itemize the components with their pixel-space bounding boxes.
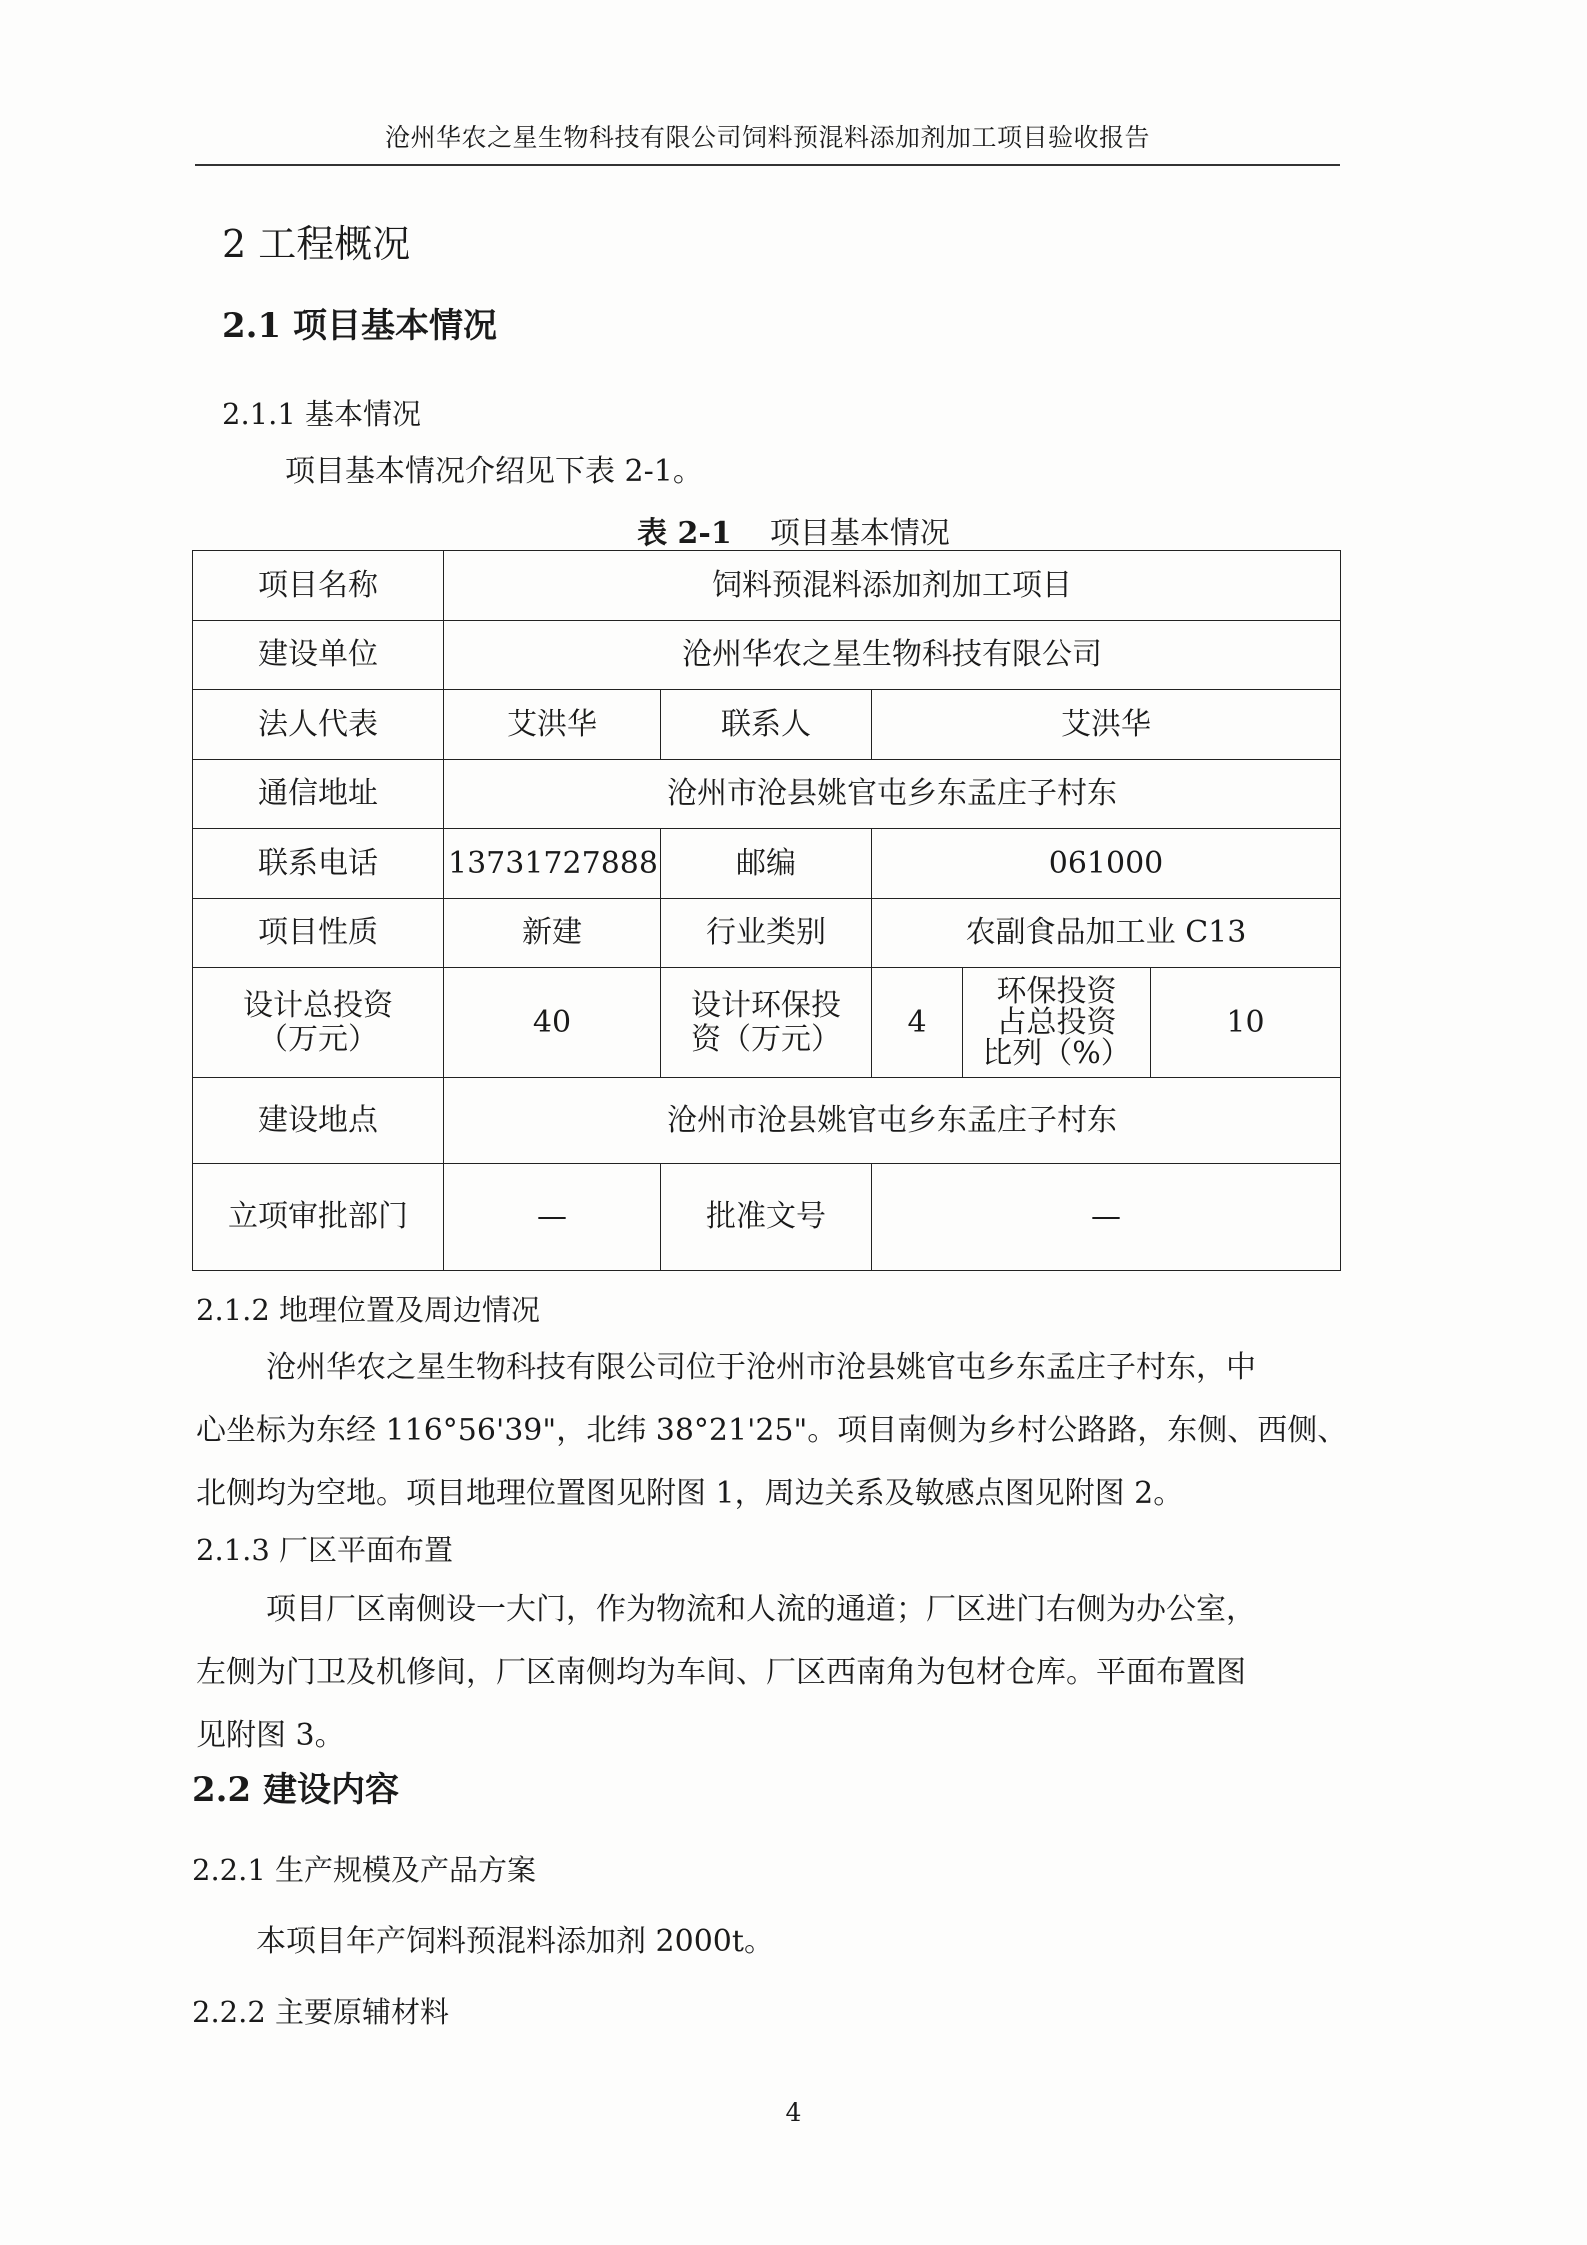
- total-invest-label-line1: 设计总投资: [243, 987, 393, 1023]
- table-row: [193, 760, 1341, 829]
- phone-value: 13731727888: [444, 829, 661, 899]
- env-invest-value: 4: [872, 968, 963, 1078]
- total-invest-label-line2: （万元）: [258, 1021, 378, 1057]
- env-invest-label: [661, 968, 872, 1078]
- site-label: 建设地点: [193, 1078, 444, 1164]
- section-2-2-1-title: 2.2.1 生产规模及产品方案: [192, 1853, 537, 1887]
- industry-label: 行业类别: [661, 899, 872, 968]
- section-2-1-3-line2: 左侧为门卫及机修间，厂区南侧均为车间、厂区西南角为包材仓库。平面布置图: [196, 1655, 1246, 1690]
- table-row: [193, 551, 1341, 621]
- builder-value: 沧州华农之星生物科技有限公司: [444, 621, 1341, 690]
- table-row: [193, 1164, 1341, 1271]
- chapter-title: 2 工程概况: [222, 222, 411, 266]
- nature-value: 新建: [444, 899, 661, 968]
- table-row: [193, 829, 1341, 899]
- ratio-label: [963, 968, 1151, 1078]
- total-invest-value: 40: [444, 968, 661, 1078]
- contact-label: 联系人: [661, 690, 872, 760]
- running-header: 沧州华农之星生物科技有限公司饲料预混料添加剂加工项目验收报告: [195, 118, 1340, 166]
- ratio-label-line2: 占总投资: [996, 1005, 1117, 1040]
- section-2-1-2-body: [196, 1336, 1347, 1525]
- contact-value: 艾洪华: [872, 690, 1341, 760]
- section-2-1-3-title: 2.1.3 厂区平面布置: [196, 1533, 454, 1567]
- section-2-1-1-intro: 项目基本情况介绍见下表 2-1。: [285, 454, 703, 489]
- builder-label: 建设单位: [193, 621, 444, 690]
- section-2-1-2-line1: 沧州华农之星生物科技有限公司位于沧州市沧县姚官屯乡东孟庄子村东，中: [266, 1350, 1256, 1385]
- legal-rep-label: 法人代表: [193, 690, 444, 760]
- section-2-1-2-line3: 北侧均为空地。项目地理位置图见附图 1，周边关系及敏感点图见附图 2。: [196, 1476, 1184, 1511]
- address-label: 通信地址: [193, 760, 444, 829]
- approval-no-value: —: [872, 1164, 1341, 1271]
- ratio-label-line1: 环保投资: [996, 974, 1117, 1009]
- section-2-2-2-title: 2.2.2 主要原辅材料: [192, 1995, 450, 2029]
- phone-label: 联系电话: [193, 829, 444, 899]
- approval-no-label: 批准文号: [661, 1164, 872, 1271]
- table-row: [193, 968, 1341, 1078]
- table-row: [193, 899, 1341, 968]
- section-2-1-3-body: [196, 1578, 1256, 1767]
- section-2-2-title: 2.2 建设内容: [192, 1770, 399, 1810]
- address-value: 沧州市沧县姚官屯乡东孟庄子村东: [444, 760, 1341, 829]
- section-2-1-3-line3: 见附图 3。: [196, 1718, 345, 1753]
- industry-value: 农副食品加工业 C13: [872, 899, 1341, 968]
- env-invest-label-line1: 设计环保投: [691, 987, 841, 1023]
- section-2-2-1-text: 本项目年产饲料预混料添加剂 2000t。: [256, 1924, 774, 1959]
- approval-dept-value: —: [444, 1164, 661, 1271]
- approval-dept-label: 立项审批部门: [193, 1164, 444, 1271]
- total-invest-label: [193, 968, 444, 1078]
- section-2-1-2-title: 2.1.2 地理位置及周边情况: [196, 1293, 541, 1327]
- table-row: [193, 1078, 1341, 1164]
- site-value: 沧州市沧县姚官屯乡东孟庄子村东: [444, 1078, 1341, 1164]
- section-2-1-title: 2.1 项目基本情况: [222, 306, 497, 346]
- ratio-label-line3: 比列（%）: [982, 1036, 1131, 1071]
- nature-label: 项目性质: [193, 899, 444, 968]
- table-row: [193, 621, 1341, 690]
- ratio-value: 10: [1151, 968, 1341, 1078]
- env-invest-label-line2: 资（万元）: [691, 1021, 841, 1057]
- legal-rep-value: 艾洪华: [444, 690, 661, 760]
- project-name-value: 饲料预混料添加剂加工项目: [444, 551, 1341, 621]
- section-2-1-3-line1: 项目厂区南侧设一大门，作为物流和人流的通道；厂区进门右侧为办公室，: [266, 1592, 1256, 1627]
- section-2-1-2-line2: 心坐标为东经 116°56'39"，北纬 38°21'25"。项目南侧为乡村公路路，东侧、西侧、: [196, 1413, 1348, 1448]
- project-name-label: 项目名称: [193, 551, 444, 621]
- postcode-value: 061000: [872, 829, 1341, 899]
- page-number: 4: [785, 2098, 802, 2127]
- project-info-table: [192, 550, 1341, 1271]
- postcode-label: 邮编: [661, 829, 872, 899]
- table-caption: [0, 508, 1587, 552]
- table-row: [193, 690, 1341, 760]
- section-2-1-1-title: 2.1.1 基本情况: [222, 397, 422, 431]
- table-caption-title: 项目基本情况: [769, 516, 950, 551]
- table-caption-number: 表 2-1: [637, 516, 732, 551]
